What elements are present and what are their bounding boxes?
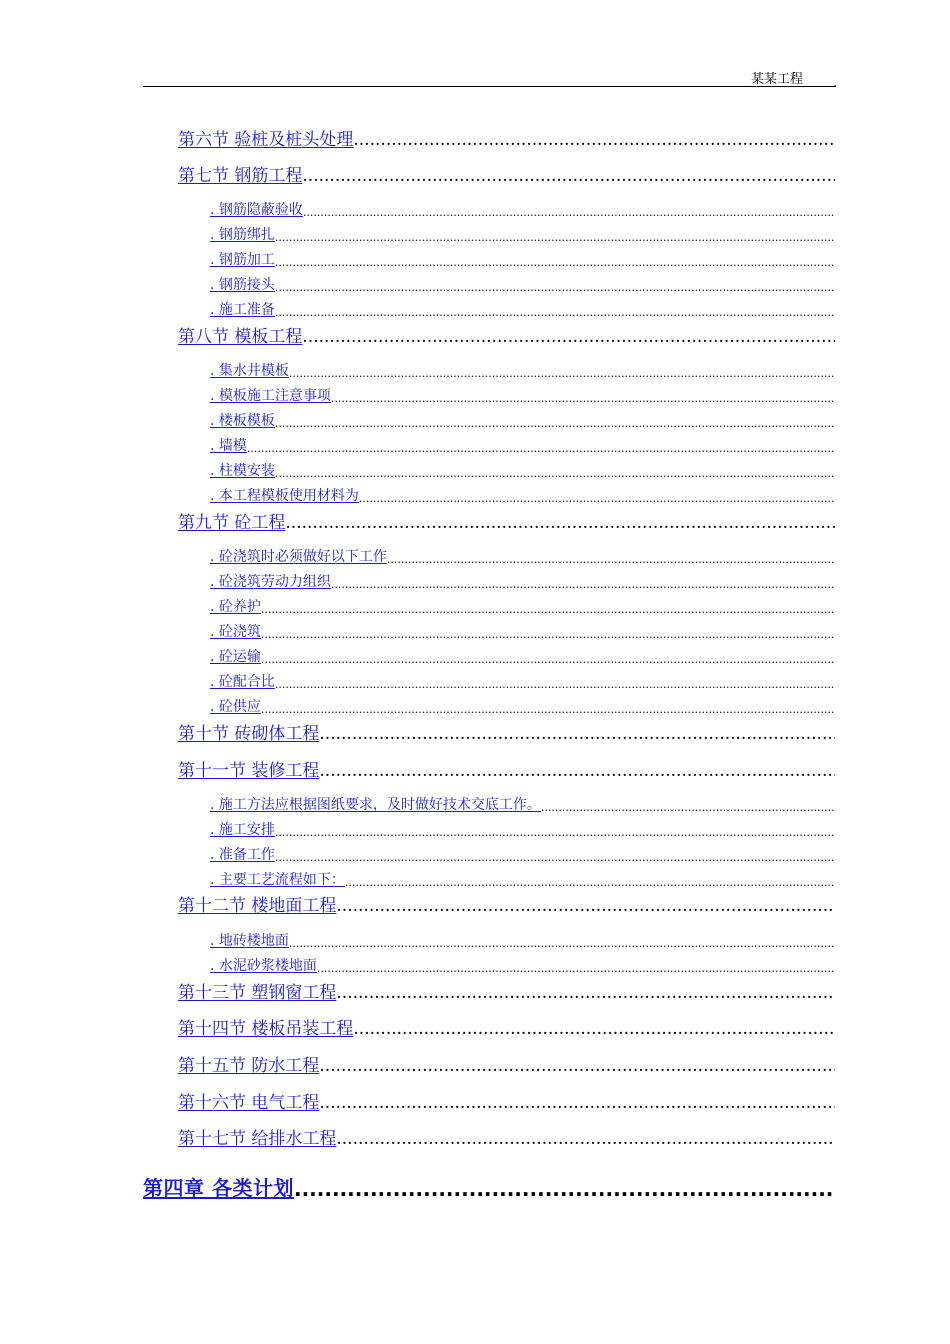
dot-leader (275, 256, 835, 269)
dot-leader (359, 492, 835, 505)
toc-subsection[interactable] (210, 547, 835, 566)
dot-leader (331, 578, 835, 591)
toc-section-14[interactable] (178, 1015, 835, 1039)
toc-subsection[interactable] (210, 225, 835, 244)
toc-link[interactable]: . 水泥砂浆楼地面 (210, 958, 317, 974)
dot-leader (336, 1129, 835, 1149)
toc-subsection[interactable] (210, 411, 835, 430)
toc-chapter-4[interactable] (143, 1174, 835, 1201)
dot-leader (261, 603, 835, 616)
dot-leader (289, 367, 835, 380)
toc-subsection[interactable] (210, 486, 835, 505)
toc-subsection[interactable] (210, 622, 835, 641)
dot-leader (275, 281, 835, 294)
dot-leader (336, 983, 835, 1003)
dot-leader (261, 703, 835, 716)
dot-leader (345, 876, 835, 889)
toc-link[interactable]: 第十三节 塑钢窗工程 (178, 983, 337, 1003)
toc-link[interactable]: 第十节 砖砌体工程 (178, 724, 320, 744)
dot-leader (289, 937, 835, 950)
toc-link[interactable]: 第十四节 楼板吊装工程 (178, 1019, 354, 1039)
toc-link[interactable]: . 地砖楼地面 (210, 933, 289, 949)
dot-leader (331, 392, 835, 405)
toc-link[interactable]: . 钢筋隐蔽验收 (210, 202, 303, 218)
dot-leader (302, 166, 835, 186)
toc-link[interactable]: 第七节 钢筋工程 (178, 166, 303, 186)
toc-link[interactable]: . 本工程模板使用材料为 (210, 488, 359, 504)
toc-link[interactable]: . 柱模安装 (210, 463, 275, 479)
toc-link[interactable]: . 钢筋绑扎 (210, 227, 275, 243)
toc-link[interactable]: . 砼浇筑 (210, 624, 261, 640)
dot-leader (294, 1177, 835, 1201)
dot-leader (247, 442, 835, 455)
toc-link[interactable]: 第十五节 防水工程 (178, 1056, 320, 1076)
toc-link[interactable]: . 楼板模板 (210, 413, 275, 429)
toc-link[interactable]: . 砼养护 (210, 599, 261, 615)
page-header-mark: . (833, 76, 838, 91)
dot-leader (275, 231, 835, 244)
toc-link[interactable]: . 钢筋接头 (210, 277, 275, 293)
dot-leader (353, 1019, 835, 1039)
dot-leader (275, 417, 835, 430)
dot-leader (317, 962, 835, 975)
dot-leader (336, 896, 835, 916)
toc-link[interactable]: 第十一节 装修工程 (178, 761, 320, 781)
toc-link[interactable]: . 施工准备 (210, 302, 275, 318)
toc-section-15[interactable] (178, 1052, 835, 1076)
dot-leader (319, 1056, 835, 1076)
toc-subsection[interactable] (210, 870, 835, 889)
dot-leader (387, 553, 835, 566)
toc-subsection[interactable] (210, 200, 835, 219)
dot-leader (275, 826, 835, 839)
dot-leader (275, 467, 835, 480)
toc-subsection[interactable] (210, 795, 835, 814)
toc-subsection[interactable] (210, 461, 835, 480)
toc-subsection[interactable] (210, 572, 835, 591)
dot-leader (302, 327, 835, 347)
dot-leader (261, 653, 835, 666)
toc-link[interactable]: . 施工安排 (210, 822, 275, 838)
toc-subsection[interactable] (210, 956, 835, 975)
toc-link[interactable]: . 准备工作 (210, 847, 275, 863)
toc-subsection[interactable] (210, 647, 835, 666)
toc-subsection[interactable] (210, 300, 835, 319)
page-header-title: 某某工程 (751, 72, 804, 87)
toc-link[interactable]: . 砼浇筑劳动力组织 (210, 574, 331, 590)
toc-section-13[interactable] (178, 979, 835, 1003)
toc-link[interactable]: . 砼供应 (210, 699, 261, 715)
toc-subsection[interactable] (210, 386, 835, 405)
toc-link[interactable]: . 墙模 (210, 438, 247, 454)
toc-section-10[interactable] (178, 720, 835, 744)
toc-subsection[interactable] (210, 361, 835, 380)
toc-link[interactable]: 第八节 模板工程 (178, 327, 303, 347)
toc-link[interactable]: . 集水井模板 (210, 363, 289, 379)
toc-link[interactable]: 第四章 各类计划 (143, 1176, 294, 1200)
toc-link[interactable]: . 砼运输 (210, 649, 261, 665)
toc-section-12[interactable] (178, 892, 835, 916)
toc-section-16[interactable] (178, 1089, 835, 1113)
dot-leader (319, 761, 835, 781)
toc-link[interactable]: . 模板施工注意事项 (210, 388, 331, 404)
toc-link[interactable]: 第六节 验桩及桩头处理 (178, 130, 354, 150)
toc-subsection[interactable] (210, 820, 835, 839)
toc-link[interactable]: 第九节 砼工程 (178, 513, 286, 533)
toc-section-9[interactable] (178, 509, 835, 533)
toc-section-8[interactable] (178, 323, 835, 347)
dot-leader (353, 130, 835, 150)
dot-leader (285, 513, 835, 533)
toc-link[interactable]: 第十七节 给排水工程 (178, 1129, 337, 1149)
toc-link[interactable]: . 主要工艺流程如下： (210, 872, 345, 888)
dot-leader (319, 724, 835, 744)
toc-link[interactable]: . 施工方法应根据图纸要求，及时做好技术交底工作。 (210, 797, 541, 813)
toc-subsection[interactable] (210, 931, 835, 950)
dot-leader (319, 1093, 835, 1113)
dot-leader (275, 306, 835, 319)
toc-subsection[interactable] (210, 697, 835, 716)
toc-section-6[interactable] (178, 126, 835, 150)
toc-link[interactable]: 第十六节 电气工程 (178, 1093, 320, 1113)
toc-link[interactable]: . 钢筋加工 (210, 252, 275, 268)
toc-section-17[interactable] (178, 1125, 835, 1149)
toc-link[interactable]: 第十二节 楼地面工程 (178, 896, 337, 916)
dot-leader (275, 851, 835, 864)
toc-subsection[interactable] (210, 597, 835, 616)
dot-leader (275, 678, 835, 691)
toc-link[interactable]: . 砼浇筑时必须做好以下工作 (210, 549, 387, 565)
dot-leader (541, 801, 835, 814)
toc-subsection[interactable] (210, 250, 835, 269)
toc-subsection[interactable] (210, 436, 835, 455)
toc-subsection[interactable] (210, 845, 835, 864)
dot-leader (261, 628, 835, 641)
toc-subsection[interactable] (210, 672, 835, 691)
dot-leader (303, 206, 835, 219)
toc-subsection[interactable] (210, 275, 835, 294)
toc-section-7[interactable] (178, 162, 835, 186)
toc-link[interactable]: . 砼配合比 (210, 674, 275, 690)
toc-section-11[interactable] (178, 757, 835, 781)
